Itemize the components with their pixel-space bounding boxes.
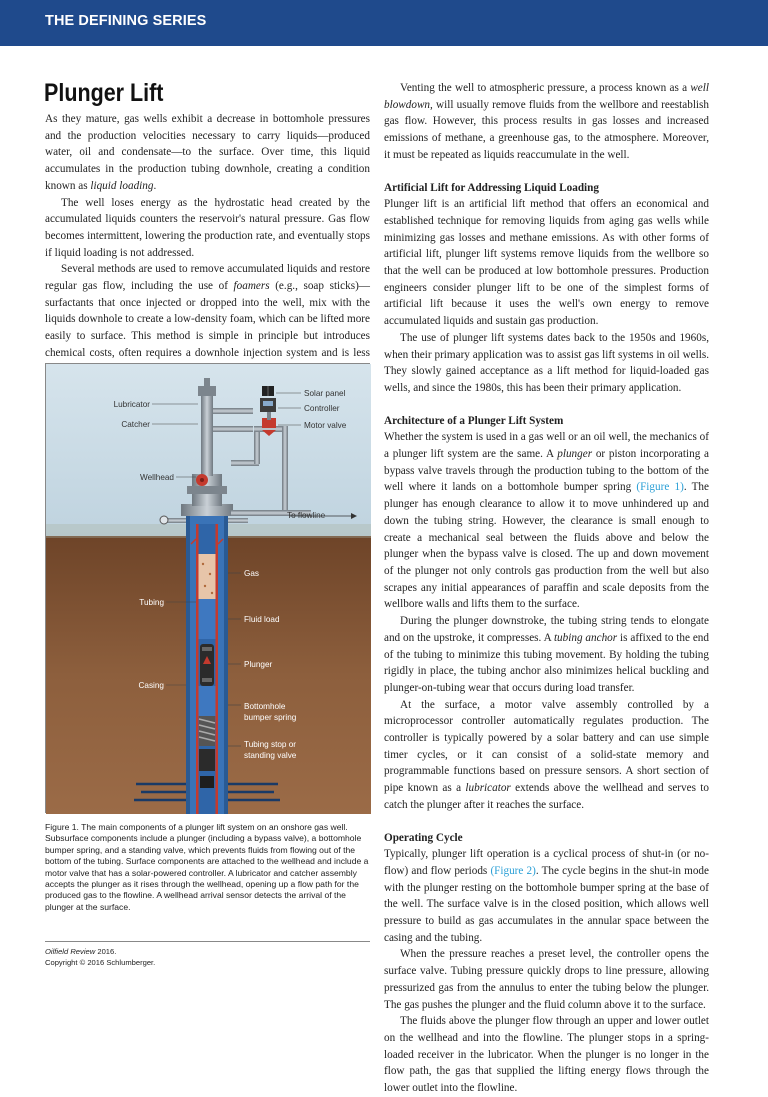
gas-zone [199,554,216,599]
figure-caption: Figure 1. The main components of a plunger lift system on an onshore gas well. Subsurface components include a plunger (including a bypass valve), a bottomhole bumper spring, and a standing valve, which prevents fluids from flowing out of the bottom of the tubing. Surface components are attached to the wellhead and include a motor valve that has a solar-powered controller. A lubricator and catcher assembly accepts the plunger as it rises through the wellhead, opening up a flow path for the produced gas to the flowline. A wellhead arrival sensor detects the arrival of the plunger at the surface. [45,822,369,912]
section-heading: Operating Cycle [384,831,463,844]
controller [260,398,276,412]
label-tubing-stop-2: standing valve [244,751,297,760]
magazine-name: Oilfield Review [45,947,96,956]
fluid-load [199,599,216,639]
body-paragraph: Venting the well to atmospheric pressure, a process known as a well blowdown, will usually remove fluids from the wellbore and reestablish gas flow. However, this process results in gas losses and increased emissions of methane, a greenhouse gas, to the atmosphere. Moreover, it must be repeated as liquids reaccumulate in the well. [384,82,709,161]
magazine-year: 2016. [95,947,117,956]
label-solar-panel: Solar panel [304,389,346,398]
bottomhole-bumper-spring [199,716,215,746]
copyright: Copyright © 2016 Schlumberger. [45,958,156,967]
italic-term: liquid loading [90,179,154,192]
solar-panel [262,386,274,396]
figure-link[interactable]: (Figure 1) [636,481,684,494]
label-motor-valve: Motor valve [304,421,347,430]
series-title: THE DEFINING SERIES [45,13,207,29]
article-title: Plunger Lift [44,79,164,107]
italic-term: lubricator [465,782,511,795]
label-wellhead: Wellhead [140,473,174,482]
plunger-lift-diagram [46,364,371,814]
section-heading: Architecture of a Plunger Lift System [384,414,564,427]
italic-term: foamers [233,280,270,293]
section-heading: Artificial Lift for Addressing Liquid Loading [384,181,599,194]
body-paragraph: At the surface, a motor valve assembly controlled by a microprocessor controller automatically regulates production. The controller is typically powered by a solar battery and can use simple timer cycles, or it can consist of a solid-state memory and programmable functions based on pressure sensors. A short section of pipe known as a lubricator extends above the wellhead and serves to catch the plunger after it reaches the surface. [384,698,709,811]
body-paragraph: The fluids above the plunger flow through an upper and lower outlet on the wellhead and into the flowline. The plunger stops in a spring-loaded receiver in the lubricator. When the plunger is no longer in the flow path, the gas that supplied the lifting energy flows through the lower outlet into the flowline. [384,1015,709,1095]
label-plunger: Plunger [244,660,273,669]
pressure-gauge [160,516,168,524]
body-paragraph: Whether the system is used in a gas well or an oil well, the mechanics of a plunger lift system are the same. A plunger or piston incorporating a bypass valve travels through the production tubing to the bottom of the well where it lands on a bottomhole bumper spring (Figure 1). The plunger has enough clearance to allow it to move unhindered up and down the tubing string. However, the clearance is small enough to create a mechanical seal between the fluids above and below the plunger when the bypass valve is closed. The up and down movement of the plunger not only controls gas production from the well but also scrapes any initial appearances of paraffin and scale deposits from the wellbore walls and lifts them to the surface. [384,431,710,611]
right-column [384,80,709,1097]
body-paragraph: As they mature, gas wells exhibit a decrease in bottomhole pressures and the production velocities necessary to carry liquids—produced water, oil and condensate—to the surface. Over time, this liquid accumulates in the production tubing downhole, creating a condition known as liquid loading. [45,113,370,192]
left-column [45,111,370,378]
label-fluid-load: Fluid load [244,615,280,624]
label-controller: Controller [304,404,340,413]
body-paragraph: The use of plunger lift systems dates back to the 1950s and 1960s, when their primary application was to assist gas lift systems in oil wells. They slowly gained acceptance as a lift method for liquid-loaded gas wells, and since the 1980s, this has been their primary application. [384,331,709,394]
italic-term: plunger [557,448,593,461]
body-paragraph: The well loses energy as the hydrostatic head created by the accumulated liquids counters the reservoir's natural pressure. Gas flow becomes intermittent, lowering the production rate, and eventually stops if liquid loading is not addressed. [45,196,370,259]
body-paragraph: Plunger lift is an artificial lift method that offers an economical and established technique for removing liquids from aging gas wells while minimizing gas losses and methane emissions. As with other forms of artificial lift, plunger lift systems remove liquids from the wellbore so that the well can be produced at low bottomhole pressures. Production engineers consider plunger lift to be one of the simplest forms of artificial lift because it uses the well's own energy to remove accumulated liquids and sustain gas production. [384,198,709,328]
figure-1 [45,363,370,813]
figure-link[interactable]: (Figure 2) [490,864,536,877]
label-catcher: Catcher [121,420,150,429]
tubing-stop [199,749,215,771]
header-banner [0,0,768,46]
label-flowline: To flowline [287,511,326,520]
label-casing: Casing [138,681,164,690]
footer-rule [45,941,370,942]
italic-term: well blowdown, [384,82,709,111]
label-gas: Gas [244,569,260,578]
label-bumper-spring-2: bumper spring [244,713,297,722]
body-paragraph: When the pressure reaches a preset level, the controller opens the surface valve. Tubing pressure quickly drops to line pressure, allowing pressurized gas from the annulus to enter the tubing below the plunger. The gas pushes the plunger and the fluid column above it to the surface. [384,948,709,1011]
label-bumper-spring-1: Bottomhole [244,702,286,711]
italic-term: tubing anchor [553,631,618,644]
footer [45,946,155,968]
label-lubricator: Lubricator [113,400,150,409]
body-paragraph: Typically, plunger lift operation is a cyclical process of shut-in (or no-flow) and flow periods (Figure 2). The cycle begins in the shut-in mode with the plunger resting on the bottomhole bumper spring at the base of the well. The surface valve is in the closed position, which allows well pressure to build as gas accumulates in the annular space between the casing and the tubing. [384,848,709,944]
body-paragraph: During the plunger downstroke, the tubing string tends to elongate and on the upstroke, it compresses. A tubing anchor is affixed to the end of the tubing to minimize this tubing movement. By holding the tubing rigidly in place, the tubing anchor also minimizes helical buckling and plunger-on-tubing wear that occurs during load transfer. [384,615,709,694]
label-tubing-stop-1: Tubing stop or [244,740,297,749]
label-tubing: Tubing [139,598,164,607]
body-paragraph: Several methods are used to remove accumulated liquids and restore regular gas flow, including the use of foamers (e.g., soap sticks)—surfactants that once injected or dropped into the well, mix with the liquids downhole to create a low-density foam, which can be lifted more easily to surface. This method is simple in principle but introduces chemical costs, often requires a downhole injection system and is less [45,263,370,359]
